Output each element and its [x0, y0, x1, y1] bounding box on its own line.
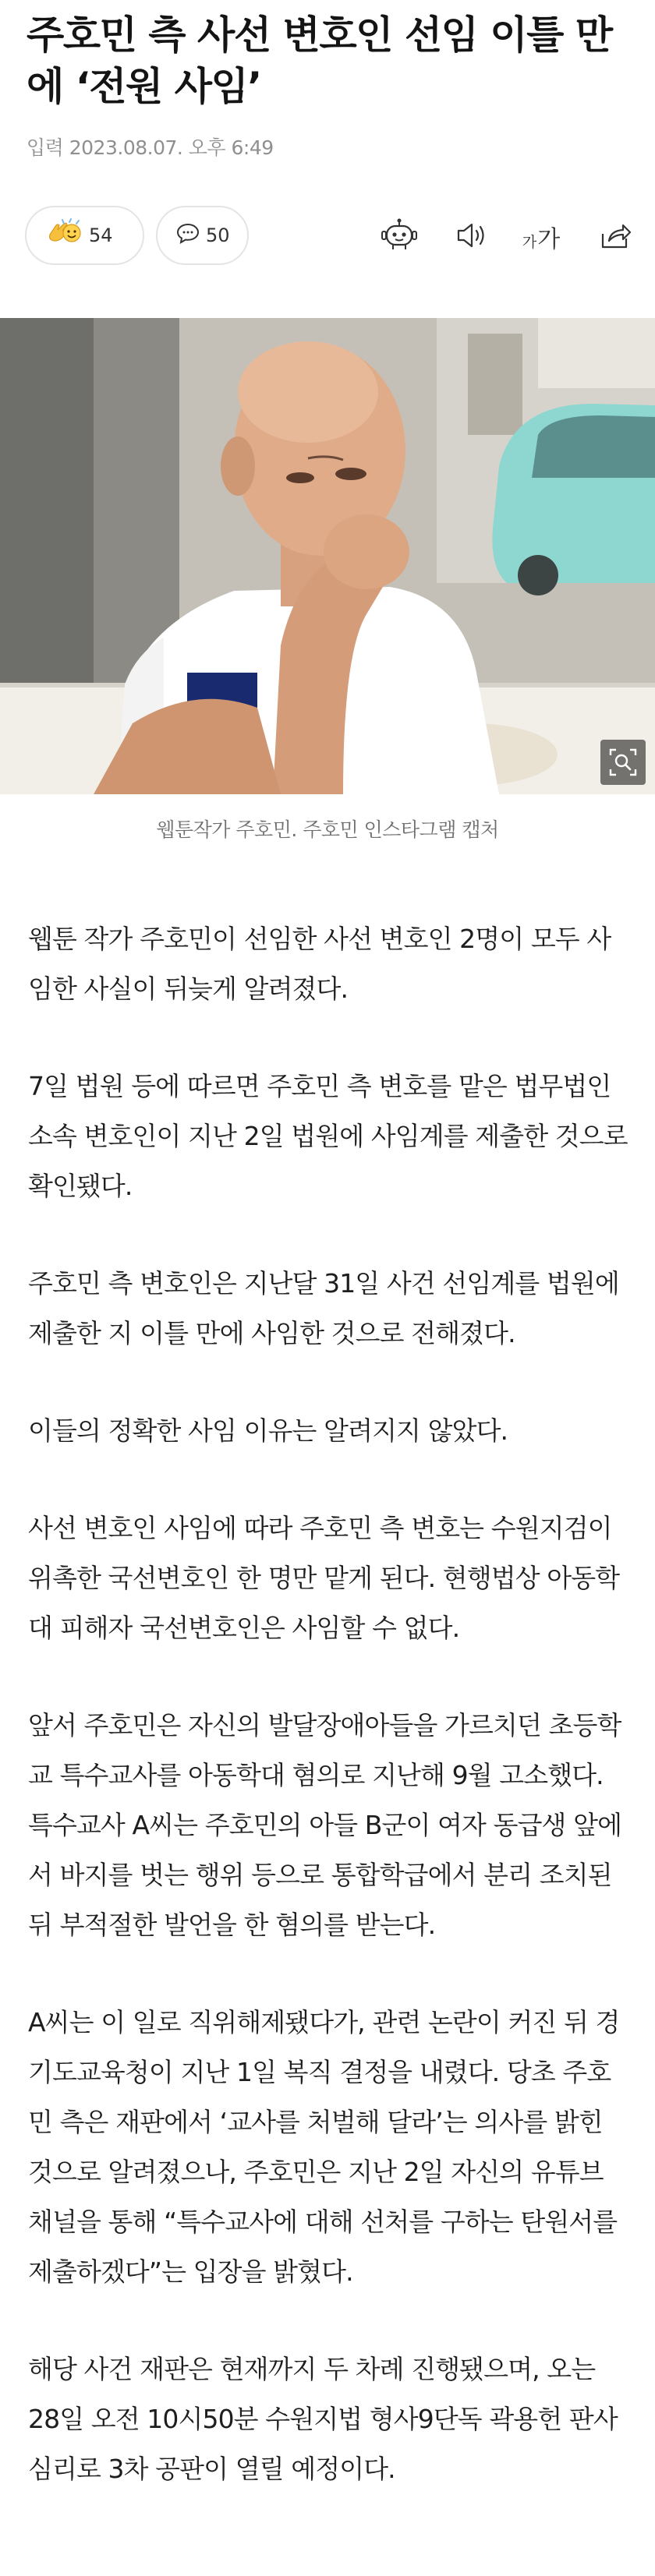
- font-size-button[interactable]: [521, 218, 561, 256]
- share-icon: [598, 220, 632, 254]
- zoom-icon: [608, 747, 638, 777]
- paragraph: 해당 사건 재판은 현재까지 두 차례 진행됐으며, 오는 28일 오전 10시50분 수원지법 형사9단독 곽용헌 판사 심리로 3차 공판이 열릴 예정이다.: [28, 2354, 618, 2484]
- reaction-count: 54: [89, 224, 113, 246]
- paragraph: 7일 법원 등에 따르면 주호민 측 변호를 맡은 법무법인 소속 변호인이 지난 2일 법원에 사임계를 제출한 것으로 확인됐다.: [28, 1071, 628, 1201]
- paragraph: A씨는 이 일로 직위해제됐다가, 관련 논란이 커진 뒤 경기도교육청이 지난 1일 복직 결정을 내렸다. 당초 주호민 측은 재판에서 ‘교사를 처벌해 달라’는 의사를 밝힌 것으로 알려졌으나, 주호민은 지난 2일 자신의 유튜브 채널을 통해 “특수교사에 대해 선처를 구하는 탄원서를 제출하겠다”는 입장을 밝혔다.: [28, 2007, 620, 2287]
- paragraph: 사선 변호인 사임에 따라 주호민 측 변호는 수원지검이 위촉한 국선변호인 한 명만 맡게 된다. 현행법상 아동학대 피해자 국선변호인은 사임할 수 없다.: [28, 1513, 620, 1643]
- comment-button[interactable]: [156, 206, 249, 265]
- font-size-small-glyph: 가: [522, 234, 537, 251]
- paragraph: 이들의 정확한 사임 이유는 알려지지 않았다.: [28, 1415, 508, 1446]
- share-button[interactable]: [595, 218, 636, 256]
- article-header: [0, 0, 655, 161]
- font-size-large-glyph: 가: [537, 226, 561, 253]
- font-size-icon: [522, 220, 560, 254]
- reaction-button[interactable]: [25, 206, 144, 265]
- read-aloud-button[interactable]: [451, 218, 491, 256]
- article-toolbar: [0, 206, 655, 268]
- comment-bubble-icon: [176, 222, 200, 249]
- paragraph: 앞서 주호민은 자신의 발달장애아들을 가르치던 초등학교 특수교사를 아동학대 혐의로 지난해 9월 고소했다. 특수교사 A씨는 주호민의 아들 B군이 여자 동급생 앞에서 바지를 벗는 행위 등으로 통합학급에서 분리 조치된 뒤 부적절한 발언을 한 혐의를 받는다.: [28, 1710, 622, 1940]
- paragraph: 주호민 측 변호인은 지난달 31일 사건 선임계를 법원에 제출한 지 이틀 만에 사임한 것으로 전해졌다.: [28, 1268, 619, 1348]
- article-photo[interactable]: [0, 318, 655, 794]
- photo-caption: 웹툰작가 주호민. 주호민 인스타그램 캡처: [156, 818, 499, 841]
- comment-count: 50: [206, 224, 230, 246]
- headline: 주호민 측 사선 변호인 선임 이틀 만에 ‘전원 사임’: [27, 12, 612, 109]
- article-figure: [0, 318, 655, 843]
- article-body: [0, 843, 655, 2494]
- photo-zoom-button[interactable]: [600, 740, 646, 785]
- speaker-icon: [454, 220, 488, 254]
- paragraph: 웹툰 작가 주호민이 선임한 사선 변호인 2명이 모두 사임한 사실이 뒤늦게 알려졌다.: [28, 924, 611, 1004]
- publish-date: 입력 2023.08.07. 오후 6:49: [27, 136, 274, 159]
- robot-summary-icon: [381, 218, 418, 256]
- clap-emoji-icon: [45, 217, 83, 253]
- summary-bot-button[interactable]: [379, 218, 420, 256]
